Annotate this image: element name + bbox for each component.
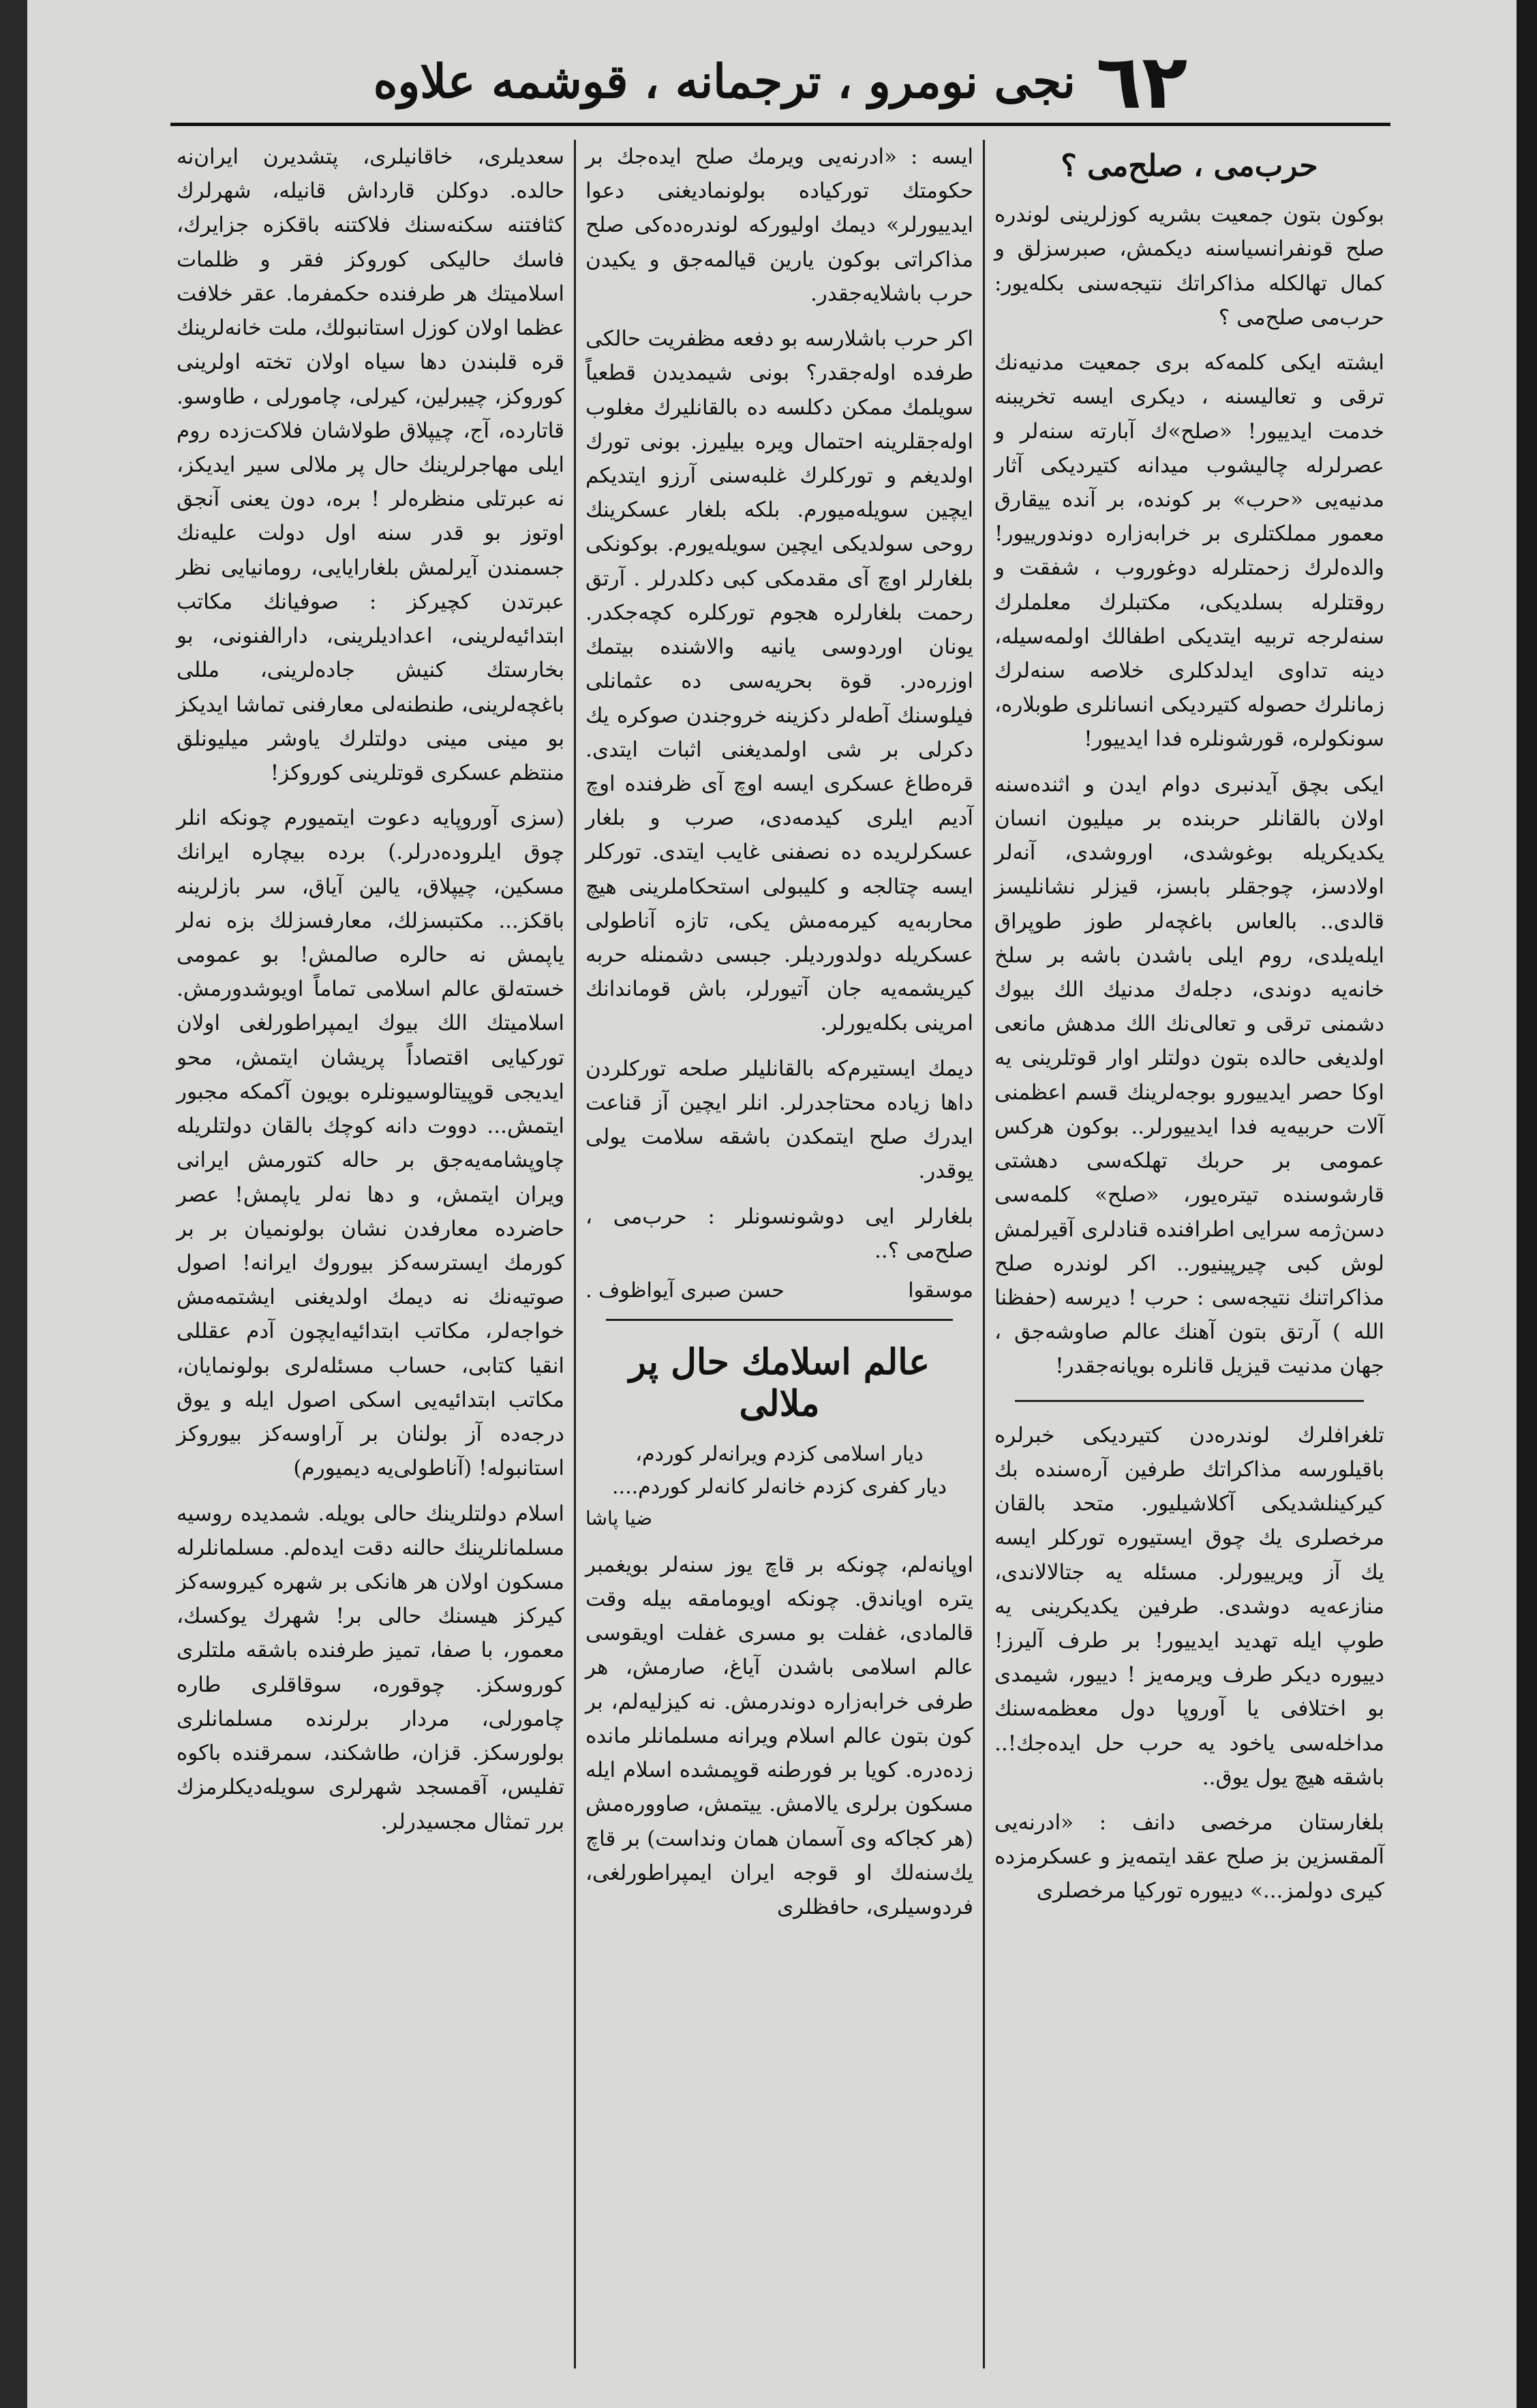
paragraph: ایسه : «ادرنه‌یی ویرمك صلح ایده‌جك بر حكومتك توركیاده بولونمادیغنی دعوا ایدییورلر» دیمك اولیوركه لوندره‌ده‌كی صلح مذاكراتی بوكون یارین قیالمه‌جق و یكیدن حرب باشلایه‌جقدر. <box>585 144 973 306</box>
masthead <box>170 38 1390 126</box>
paragraph: بوكون بتون جمعیت بشریه كوزلرینی لوندره صلح قونفرانسیاسنه دیكمش، صبرسزلق و كمال تهالكله مذاكراتك نتیجه‌سنی بكله‌یور: حرب‌می صلح‌می ؟ <box>994 202 1384 330</box>
masthead-title: نجی نومرو ، ترجمانه ، قوشمه علاوه <box>373 55 1076 109</box>
paragraph: (سزی آوروپایه دعوت ایتمیورم چونكه انلر چوق ایلروده‌درلر.) برده بیچاره ایرانك مسكین، چیپلاق، یالین آیاق، سر بازلرینه باقكز... مكتبسزلك، معارفسزلك بزه نه‌لر یاپمش نه حالره صالمش! بو عمومی خسته‌لق عالم اسلامی تماماً اویوشدورمش. اسلامیتك الك بیوك ایمپراطورلغی اولان توركیایی اقتصاداً پریشان ایتمش، محو ایدیجی قوپیتالوسیونلره بویون آكمكه مجبور ایتمش... دووت دانه كوچك بالقان دولتلریله چاوپشامه‌یه‌جق بر حاله كتورمش ایرانی ویران ایتمش، و دها نه‌لر یاپمش! عصر حاضرده معارفدن نشان بولونمیان بر بر كورمك ایسترسه‌كز بیوروك ایرانه! اصول صوتیه‌نك نه دیمك اولدیغنی ایشتمه‌مش خواجه‌لر، مكاتب ابتدائیه‌ایچون آدم عقللی انقیا كتابی، حساب مسئله‌لری بولونمایان، مكاتب ابتدائیه‌یی اسكی اصول ایله و یوق درجه‌ده آز بولنان بر آراوسه‌كز بیوروكز استانبوله! (آناطولی‌یه دیمیورم) <box>177 806 564 1481</box>
paragraph: سعدیلری، خاقانیلری، پتشدیرن ایران‌نه حالده. دوكلن قارداش قانیله، شهرلرك كثافتنه سكنه‌سنك فلاكتنه باقكزه جزایرك، فاسك حالیكی كوروكز فقر و ظلمات اسلامیتك هر طرفنده حكمفرما. عقر خلافت عظما اولان كوزل استانبولك، ملت خانه‌لرینك قره قلبندن دها سیاه اولان تخته اولرینی كوروكز، چیبرلین، كیرلی، چامورلی ، طاوسو. قاتارده، آج، چیپلاق طولاشان فلاكت‌زده روم ایلی مهاجرلرینك حال پر ملالی سیر ایدیكز، نه عبرتلی منظره‌لر ! بره، دون یعنی آنجق اوتوز بو قدر سنه اول دولت علیه‌نك جسمندن آیرلمش بلغارایایی، رومانیایی نظر عبرتدن كچیركز : صوفیانك مكاتب ابتدائیه‌لرینی، اعدادیلرینی، دارالفنونی، بو بخارستك كنیش جاده‌لرینی، مللی باغچه‌لرینی، طنطنه‌لی معارفنی تماشا ایدیكز بو مینی مینی دولتلرك یاوشر میلیونلق منتظم عسكری قوتلرینی كوروكز! <box>177 144 564 785</box>
paragraph: دیمك ایستیرم‌كه بالقانلیلر صلحه توركلردن داها زیاده محتاجدرلر. انلر ایچین آز قناعت ایدرك صلح ایتمكدن باشقه سلامت یولی یوقدر. <box>585 1056 973 1184</box>
poem-author: ضیا پاشا <box>585 1507 652 1529</box>
page-number: ٦٢ <box>1095 38 1188 125</box>
column-left <box>167 140 576 2368</box>
epigraph-poem <box>585 1438 973 1534</box>
columns <box>167 140 1394 2368</box>
column-middle <box>576 140 985 2368</box>
newspaper-page <box>27 0 1517 2408</box>
paragraph: تلغرافلرك لوندره‌دن كتیردیكی خبرلره باقیلورسه مذاكراتك طرفین آره‌سنده بك كیركینلشدیكی آكلاشیلیور. متحد بالقان مرخصلری یك چوق ایستیوره توركلر ایسه یك آز ویرییورلر. مسئله یه جتالالاندی، منازعه‌یه دوشدی. طرفین یكدیكرینی یه طوپ ایله تهدید ایدییور! بر طرف آلیرز! دییوره دیكر طرف ویرمه‌یز ! دییور، شیمدی بو اختلافی یا آوروپا دول معظمه‌سنك مداخله‌سی یاخود یه حرب حل ایده‌جك!.. باشقه هیچ یول یوق.. <box>994 1422 1384 1790</box>
column-right <box>985 140 1394 2368</box>
poem-line: دیار اسلامی كزدم ویرانه‌لر كوردم، <box>635 1442 924 1466</box>
paragraph: ایكی بچق آیدنبری دوام ایدن و اثنده‌سنه اولان بالقانلر حربنده بر میلیون انسان یكدیكریله بوغوشدی، اوروشدی، آنه‌لر اولادسز، چوجقلر بابسز، قیزلر نشانلیسز قالدی.. بالعاس باغچه‌لر طوز طوپراق ایله‌یلدی، روم ایلی باشدن باشه بر سلخ خانه‌یه دوندی، دجله‌ك مدنیك الك بیوك دشمنی ترقی و تعالی‌نك الك مدهش مانعی اولدیغی حالده بتون دولتلر اوار قوتلرینی یه اوكا حصر ایدییورو بوجه‌لرینك قسم اعظمنی آلات حربیه‌یه فدا ایدییورلر.. بوكون هركس عمومی بر حربك تهلكه‌سی دهشتی قارشوسنده تیتره‌یور، «صلح» كلمه‌سی دسن‌ژمه سرایی اطرافنده قنادلری آقیرلمش لوش كبی چیرپینیور.. اكر لوندره صلح مذاكراتنك نتیجه‌سی : حرب ! دیرسه (حفظنا الله ) آرتق بتون آهنك عالم صاوشه‌جق ، جهان مدنیت قیزیل قانلره بویانه‌جقدر! <box>994 772 1384 1379</box>
article-heading-islam: عالم اسلامك حال پر ملالی <box>628 1341 930 1424</box>
signature <box>585 1279 973 1302</box>
divider <box>606 1319 953 1321</box>
paragraph: اكر حرب باشلارسه بو دفعه مظفریت حالكی طرفده اوله‌جقدر؟ بونی شیمدیدن قطعیاً سویلمك ممكن دكلسه ده بالقانلیرك مغلوب اوله‌جقلرینه احتمال ویره بیلیرز. بونی تورك اولدیغم و توركلرك غلبه‌سنی آرزو ایتدیكم ایچین سویله‌میورم. بلكه بلغار عسكرینك روحی سولدیكی ایچین سویله‌یورم. بوكونكی بلغارلر اوچ آی مقدمكی كبی دكلدرلر . آرتق رحمت بلغارلره هجوم توركلره كچه‌جكدر. یونان اوردوسی یانیه والاشنده بیتمك اوزره‌در. قوة بحریه‌سی ده عثمانلی فیلوسنك آطه‌لر دكزینه خروجندن صوكره یك دكرلی بر شی اولمدیغنی اثبات ایتدی. قره‌طاغ عسكری ایسه اوچ آی ظرفنده اوچ آدیم ایلری كیدمه‌دی، صرب و بلغار عسكرلریده ده نصفنی غایب ایتدی. توركلر ایسه چتالجه و كلیبولی استحكاملرینی هیچ محاربه‌یه كیرمه‌مش یكی، تازه آناطولی عسكریله دولدوردیلر. جبسی دشمنله حربه كیریشمه‌یه جان آتیورلر، باش قوماندانك امرینی بكله‌یورلر. <box>585 326 973 1036</box>
poem-line: دیار كفری كزدم خانه‌لر كانه‌لر كوردم.... <box>612 1475 947 1499</box>
signature-name: حسن صبری آیواظوف . <box>585 1279 785 1302</box>
scan-edge <box>0 0 27 2408</box>
divider <box>1015 1400 1364 1402</box>
paragraph: اوپانه‌لم، چونكه بر قاچ یوز سنه‌لر بویغمبر یتره اویاندق. چونكه اویومامقه بیله وقت قالمادی، غفلت بو مسری غفلت اویقوسی عالم اسلامی باشدن آیاغ، صارمش، هر طرفی خرابه‌زاره دوندرمش. نه كیزلیه‌لم، بر كون بتون عالم اسلام ویرانه مسلمانلر مانده زده‌دره. كویا بر فورطنه قوپمشده اسلام ایله مسكون برلری یالامش. ییتمش، صاووره‌مش (هر كجاكه وی آسمان همان ونداست) بر قاچ یك‌سنه‌لك او قوجه ایران ایمپراطورلغی، فردوسیلری، حافظلری <box>585 1552 973 1919</box>
paragraph: بلغارلر ایی دوشونسونلر : حرب‌می ، صلح‌می ؟.. <box>585 1204 973 1263</box>
signature-place: موسقوا <box>908 1279 973 1302</box>
article-heading-war-or-peace: حرب‌می ، صلح‌می ؟ <box>1061 149 1318 183</box>
paragraph: اسلام دولتلرینك حالی بویله. شمدیده روسیه مسلمانلرینك حالنه دقت ایده‌لم. مسلمانلرله مسكون اولان هر هانكی بر شهره كیروسه‌كز كیركز هیسنك حالی بر! شهرك یوكسك، معمور، با صفا، تمیز طرفنده باشقه ملتلری كوروسكز. چوقوره، سوقاقلری طاره چامورلی، مردار برلرنده مسلمانلری بولورسكز. قزان، طاشكند، سمرقنده باكوه تفلیس، آقمسجد شهرلری سویله‌دیكلرمزك برر تمثال مجسیدرلر. <box>177 1501 564 1834</box>
paragraph: بلغارستان مرخصی دانف : «ادرنه‌یی آلمقسزین بز صلح عقد ایتمه‌یز و عسكرمزده كیری دولمز...» دییوره توركیا مرخصلری <box>994 1810 1384 1904</box>
paragraph: ایشته ایكی كلمه‌كه بری جمعیت مدنیه‌نك ترقی و تعالیسنه ، دیكری ایسه تخریبنه خدمت ایدییور! «صلح»ك آبارته سنه‌لر و عصرلرله چالیشوب میدانه كتیردیكی آثار مدنیه‌یی «حرب» بر كونده، بر آنده ییقارق معمور مملكتلری بر خرابه‌زاره دوندورییور! والده‌لرك زحمتلرله دوغوروب ، شفقت و روقتلرله بسلدیكی، مكتبلرك معلملرك سنه‌لرجه تربیه ایتدیكی اطفالك اولمه‌سیله، دینه تداوی ایدلدكلری خلاصه سنه‌لرك زمانلرك حصوله كتیردیكی انسانلری طوبلاره، سونكولره، قورشونلره فدا ایدییور! <box>994 350 1384 752</box>
